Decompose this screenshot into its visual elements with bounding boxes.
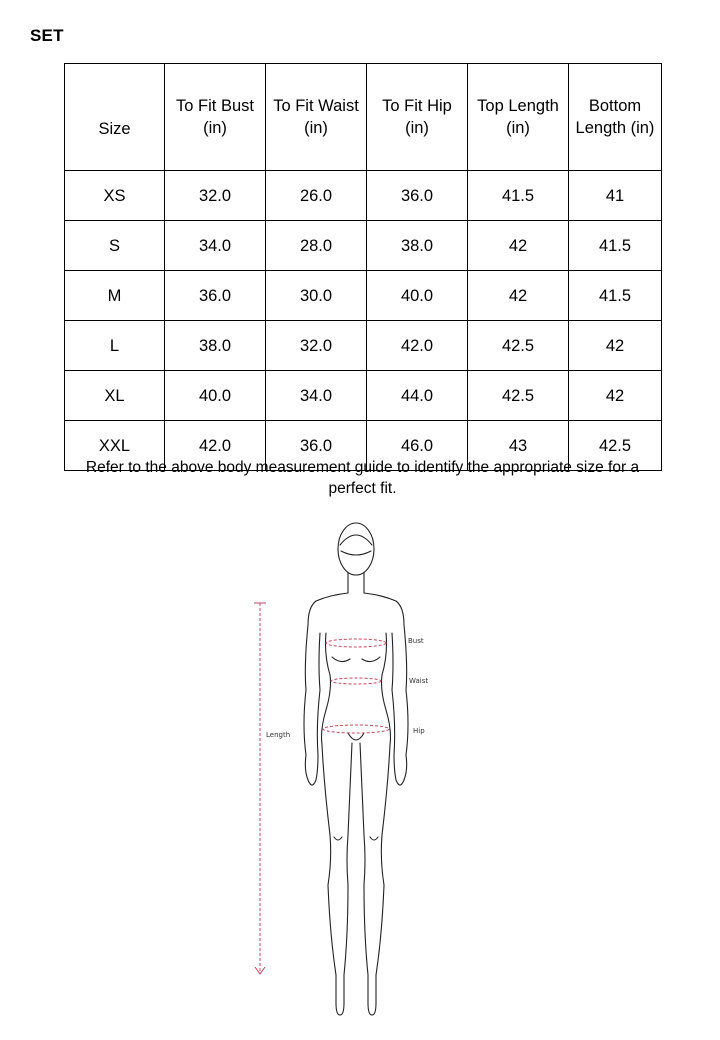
column-header-bottom-length: Bottom Length (in)	[569, 64, 662, 171]
waist-cell: 26.0	[266, 171, 367, 221]
top-length-cell: 42.5	[468, 371, 569, 421]
table-row	[65, 321, 662, 371]
bottom-length-cell: 41.5	[569, 221, 662, 271]
column-header-hip: To Fit Hip (in)	[367, 64, 468, 171]
bottom-length-cell: 41	[569, 171, 662, 221]
waist-cell: 34.0	[266, 371, 367, 421]
size-chart-table	[64, 63, 662, 471]
top-length-cell: 42	[468, 221, 569, 271]
hip-cell: 40.0	[367, 271, 468, 321]
top-length-cell: 42	[468, 271, 569, 321]
column-header-waist: To Fit Waist (in)	[266, 64, 367, 171]
table-row	[65, 221, 662, 271]
column-header-size: Size	[65, 64, 165, 171]
size-cell: XS	[65, 171, 165, 221]
bust-cell: 40.0	[165, 371, 266, 421]
bust-cell: 32.0	[165, 171, 266, 221]
bottom-length-cell: 42	[569, 371, 662, 421]
table-row	[65, 271, 662, 321]
page-title: SET	[30, 26, 64, 45]
size-cell: XXL	[65, 421, 165, 471]
hip-label: Hip	[413, 727, 425, 735]
hip-cell: 44.0	[367, 371, 468, 421]
bottom-length-cell: 41.5	[569, 271, 662, 321]
size-cell: M	[65, 271, 165, 321]
table-row	[65, 171, 662, 221]
bottom-length-cell: 42	[569, 321, 662, 371]
table-header-row	[65, 64, 662, 171]
hip-cell: 38.0	[367, 221, 468, 271]
waist-cell: 30.0	[266, 271, 367, 321]
waist-cell: 28.0	[266, 221, 367, 271]
hip-cell: 42.0	[367, 321, 468, 371]
bust-cell: 36.0	[165, 271, 266, 321]
body-measurement-figure	[240, 515, 480, 1025]
column-header-bust: To Fit Bust (in)	[165, 64, 266, 171]
bust-cell: 34.0	[165, 221, 266, 271]
top-length-cell: 41.5	[468, 171, 569, 221]
hip-cell: 36.0	[367, 171, 468, 221]
size-cell: XL	[65, 371, 165, 421]
waist-cell: 32.0	[266, 321, 367, 371]
table-row	[65, 371, 662, 421]
bust-label: Bust	[408, 637, 424, 645]
top-length-cell: 42.5	[468, 321, 569, 371]
body-outline	[304, 523, 408, 1015]
waist-label: Waist	[409, 677, 429, 685]
size-cell: S	[65, 221, 165, 271]
top-length-cell: 43	[468, 421, 569, 471]
measurement-note: Refer to the above body measurement guide to identify the appropriate size for a perfect fit.	[85, 459, 640, 497]
waist-measure-line	[331, 678, 381, 684]
size-cell: L	[65, 321, 165, 371]
bottom-length-cell: 42.5	[569, 421, 662, 471]
length-label: Length	[266, 731, 291, 739]
column-header-top-length: Top Length (in)	[468, 64, 569, 171]
bust-measure-line	[326, 639, 386, 647]
bust-cell: 38.0	[165, 321, 266, 371]
hip-measure-line	[323, 725, 389, 733]
bust-cell: 42.0	[165, 421, 266, 471]
waist-cell: 36.0	[266, 421, 367, 471]
hip-cell: 46.0	[367, 421, 468, 471]
